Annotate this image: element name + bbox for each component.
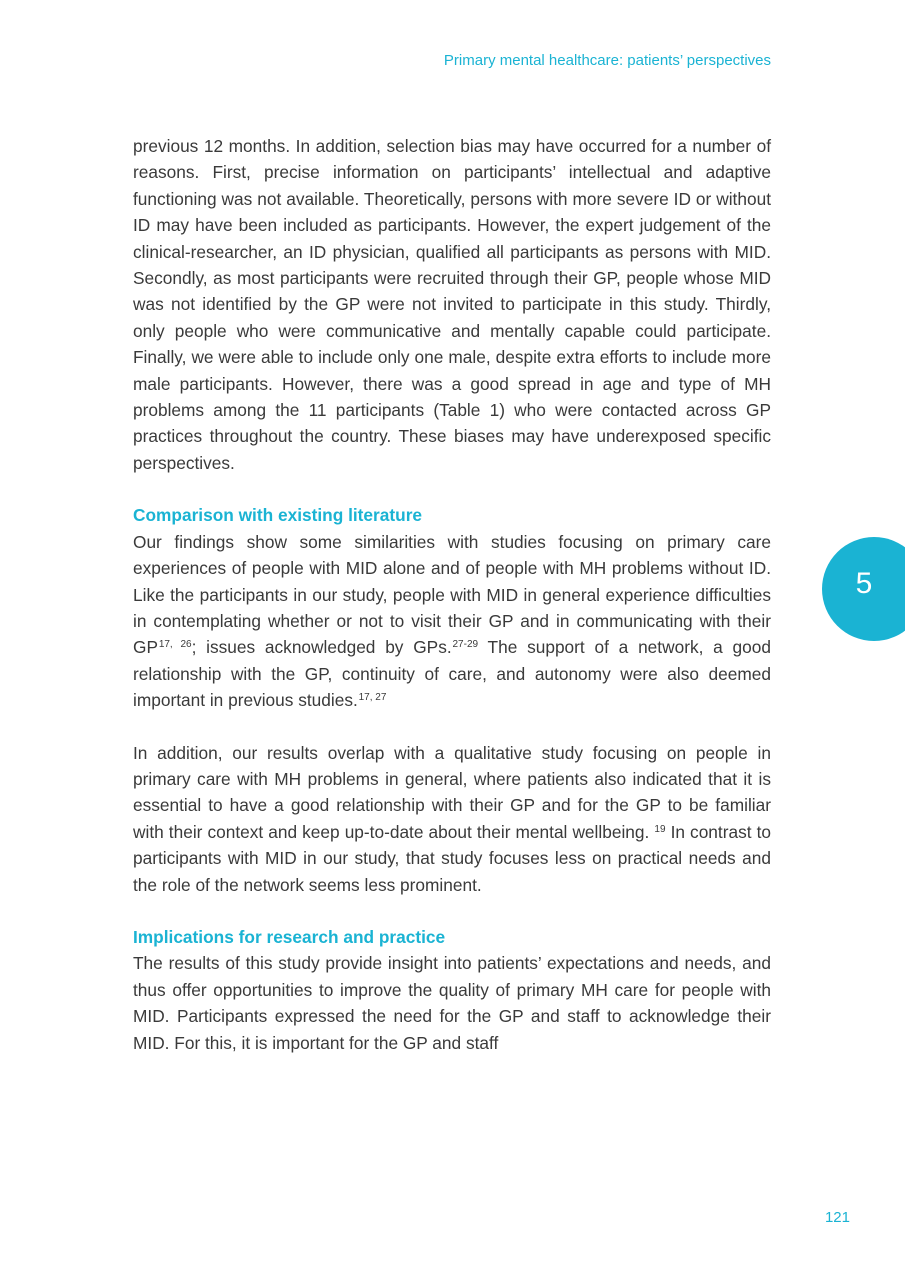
paragraph-comparison-text-3: The support of a network, a good relationship with the GP, continuity of care, and autonomy were also deemed important in previous studies. — [133, 637, 771, 711]
running-head: Primary mental healthcare: patients’ perspectives — [443, 52, 771, 69]
chapter-number: 5 — [855, 567, 873, 600]
paragraph-implications: The results of this study provide insight into patients’ expectations and needs, and thus offer opportunities to improve the quality of primary MH care for people with MID. Participants expressed the need for the GP and staff to acknowledge their MID. For this, it is important for the GP and staff — [133, 953, 771, 1053]
citation-ref: 27-29 — [452, 639, 479, 651]
citation-ref: 19 — [654, 823, 666, 835]
paragraph-overlap-text-2: In contrast to participants with MID in our study, that study focuses less on practical needs and the role of the network seems less prominent. — [133, 821, 772, 895]
citation-ref: 17, 27 — [358, 692, 387, 704]
citation-ref: 17, 26 — [158, 639, 192, 651]
page-number: 121 — [824, 1209, 850, 1226]
chapter-tab — [822, 537, 905, 641]
heading-comparison: Comparison with existing literature — [133, 505, 423, 526]
paragraph-overlap — [133, 740, 771, 898]
paragraph-comparison — [133, 529, 771, 714]
paragraph-overlap-text-1: In addition, our results overlap with a qualitative study focusing on people in primary care with MH problems in general, where patients also indicated that it is essential to have a good relationship with their GP and for the GP to be familiar with their context and keep up-to-date about their mental wellbeing. — [133, 742, 771, 842]
paragraph-comparison-text-1: Our findings show some similarities with studies focusing on primary care experiences of people with MID alone and of people with MH problems without ID. Like the participants in our study, people with MID in general experience difficulties in contemplating whether or not to visit their GP and in communicating with their GP — [133, 531, 771, 658]
paragraph-comparison-text-2: ; issues acknowledged by GPs. — [191, 637, 452, 658]
heading-implications: Implications for research and practice — [133, 926, 446, 947]
body-text — [133, 133, 771, 1056]
paragraph-limitations: previous 12 months. In addition, selection bias may have occurred for a number of reasons. First, precise information on participants’ intellectual and adaptive functioning was not available. Theoretically, persons with more severe ID or without ID may have been included as participants. However, the expert judgement of the clinical-researcher, an ID physician, qualified all participants as persons with MID. Secondly, as most participants were recruited through their GP, people whose MID was not identified by the GP were not invited to participate in this study. Thirdly, only people who were communicative and mentally capable could participate. Finally, we were able to include only one male, despite extra efforts to include more male participants. However, there was a good spread in age and type of MH problems among the 11 participants (Table 1) who were contacted across GP practices throughout the country. These biases may have underexposed specific perspectives. — [133, 136, 771, 473]
